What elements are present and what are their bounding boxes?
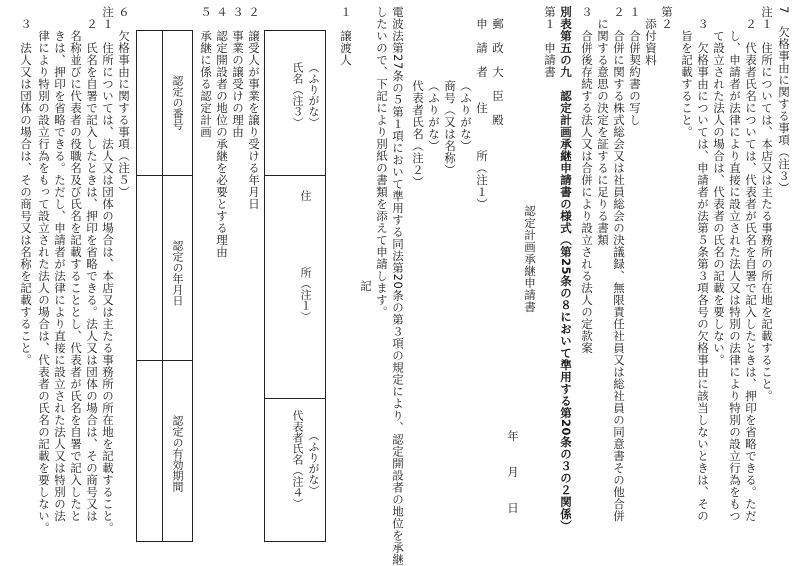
note: 注１ 住所については、法人又は団体の場合は、本店又は主たる事務所の所在地を記載すること。: [101, 6, 115, 534]
note: ３ 法人又は団体の場合は、その商号又は名称を記載すること。: [19, 18, 33, 366]
item-heading: ３ 事業の譲受けの理由: [231, 6, 245, 138]
note: きは、押印を省略できる。ただし、申請者が法律により直接に設立された法人又は特別の法: [53, 30, 67, 522]
body-text: 電波法第27条の５第１項において準用する同法第20条の第３項の規定により、認定開設者の地位を承継: [391, 6, 405, 566]
table-cell: （ふりがな）: [307, 430, 320, 496]
text-col: 注１ 住所については、本店又は主たる事務所の所在地を記載すること。: [760, 6, 774, 402]
item-heading: １ 譲渡人: [339, 6, 353, 66]
text-col: 旨を記載すること。: [680, 30, 694, 138]
table-cell: 認定の番号: [171, 75, 184, 130]
note: 名称並びに代表者の役職名及び氏名を記載することとし、代表者が氏名を自署で記入したと: [69, 30, 83, 522]
furigana: （ふりがな）: [427, 80, 441, 152]
form-title: 認定計画承継申請書: [523, 205, 537, 313]
trade-name: 商号（又は名称）: [443, 80, 457, 176]
text-col: ２ 合併に関する株式総会又は社員総会の決議録、無限責任社員又は総社員の同意書その他合併: [612, 6, 626, 522]
item-heading: ２ 譲受人が事業を譲り受ける年月日: [247, 6, 261, 210]
table-cell: 住 所（注１）: [299, 190, 312, 322]
item-heading: ６ 欠格事由に関する事項（注５）: [117, 6, 131, 198]
body-text: したいので、下記により別紙の書類を添えて申請します。: [375, 6, 389, 318]
applicant-address: 申 請 者 住 所（注１）: [475, 18, 489, 210]
representative: 代表者氏名（注２）: [411, 80, 425, 188]
ki-mark: 記: [359, 280, 373, 292]
table-cell: 認定の有効期間: [171, 415, 184, 492]
section-heading: 第１ 申請書: [543, 6, 557, 78]
text-col: ２ 代表者氏名については、代表者が氏名を自署で記入したときは、押印を省略できる。ただ: [744, 18, 758, 522]
addressee: 郵 政 大 臣 殿: [491, 18, 505, 126]
text-col: １ 合併契約書の写し: [628, 6, 642, 126]
form-heading: 別表第五の九 認定計画承継申請書の様式（第25条の８において準用する第20条の３の２関係）: [559, 6, 573, 533]
table-cell: （ふりがな）: [307, 62, 320, 128]
text-col: て設立された法人の場合は、代表者の氏名の記載を要しない。: [712, 30, 726, 366]
note: ２ 氏名を自署で記入したときは、押印を省略できる。法人又は団体の場合は、その商号又は: [85, 18, 99, 522]
text-col: に関する意思の決定を証するに足りる書類: [596, 18, 610, 246]
plan-table: [136, 30, 193, 542]
table-cell: 認定の年月日: [171, 240, 184, 306]
text-col: ３ 合併後存続する法人又は合併により設立される法人の定款案: [580, 6, 594, 354]
text-col: し、申請者が法律により直接に設立された法人又は特別の法律により特別の設立行為をもつ: [728, 30, 742, 522]
item-heading: ４ 認定開設者の地位の承継を必要とする理由: [215, 6, 229, 258]
table-cell: 氏名（注３）: [291, 62, 304, 128]
item-heading: ５ 承継に係る認定計画: [199, 6, 213, 138]
furigana: （ふりがな）: [459, 80, 473, 152]
text-col: 7 欠格事由に関する事項（注３）: [777, 6, 791, 194]
date-line: 年 月 日: [506, 430, 520, 514]
text-col: ３ 欠格事由については、申請者が法第５条第３項各号の欠格事由に該当しないときは、その: [696, 18, 710, 522]
table-cell: 代表者氏名（注４）: [291, 410, 304, 509]
text-col: 添付資料: [644, 18, 658, 66]
note: 律により特別の設立行為をもって設立された法人の場合は、代表者の氏名の記載を要しない。: [37, 30, 51, 534]
section-heading: 第２: [660, 6, 674, 30]
